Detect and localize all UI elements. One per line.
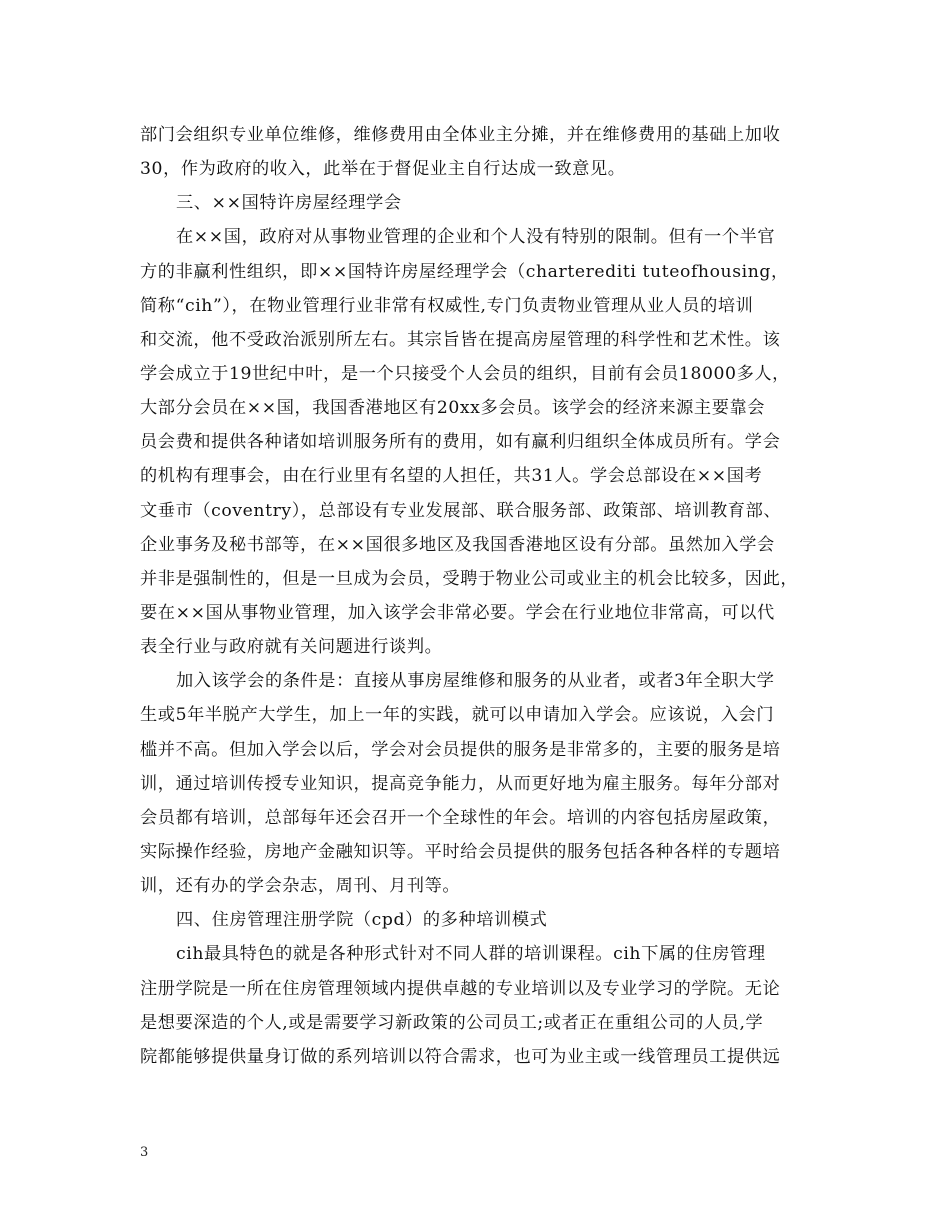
body-text-line: 员会费和提供各种诸如培训服务所有的费用，如有赢利归组织全体成员所有。学会 <box>140 432 781 453</box>
body-text-line: 槛并不高。但加入学会以后，学会对会员提供的服务是非常多的，主要的服务是培 <box>140 739 781 760</box>
paragraph-first-line: 加入该学会的条件是：直接从事房屋维修和服务的从业者，或者3年全职大学 <box>176 671 775 692</box>
body-text-line: 表全行业与政府就有关问题进行谈判。 <box>140 637 443 658</box>
document-body <box>140 118 800 1074</box>
body-text-line: 会员都有培训，总部每年还会召开一个全球性的年会。培训的内容包括房屋政策， <box>140 807 781 828</box>
body-text-line: 生或5年半脱产大学生，加上一年的实践，就可以申请加入学会。应该说，入会门 <box>140 705 775 726</box>
body-text-line: 部门会组织专业单位维修，维修费用由全体业主分摊，并在维修费用的基础上加收 <box>140 125 781 145</box>
body-text-line: 要在××国从事物业管理，加入该学会非常必要。学会在行业地位非常高，可以代 <box>140 602 775 623</box>
body-text-line: 训，还有办的学会杂志，周刊、月刊等。 <box>140 876 461 897</box>
body-text-line: 实际操作经验，房地产金融知识等。平时给会员提供的服务包括各种各样的专题培 <box>140 841 781 862</box>
body-text-line: 并非是强制性的，但是一旦成为会员，受聘于物业公司或业主的机会比较多，因此， <box>140 568 799 589</box>
body-text-line: 30，作为政府的收入，此举在于督促业主自行达成一致意见。 <box>140 159 626 180</box>
body-text-line: 简称“cih”），在物业管理行业非常有权威性,专门负责物业管理从业人员的培训 <box>140 295 754 316</box>
section-heading: 四、住房管理注册学院（cpd）的多种培训模式 <box>176 910 548 931</box>
body-text-line: 文垂市（coventry），总部设有专业发展部、联合服务部、政策部、培训教育部、 <box>140 500 782 521</box>
page-number: 3 <box>140 1145 149 1160</box>
body-text-line: 是想要深造的个人,或是需要学习新政策的公司员工;或者正在重组公司的人员,学 <box>140 1012 764 1033</box>
paragraph-first-line: 在××国，政府对从事物业管理的企业和个人没有特别的限制。但有一个半官 <box>176 227 776 248</box>
body-text-line: 大部分会员在××国，我国香港地区有20xx多会员。该学会的经济来源主要靠会 <box>140 398 766 419</box>
body-text-line: 注册学院是一所在住房管理领域内提供卓越的专业培训以及专业学习的学院。无论 <box>140 978 781 999</box>
body-text-line: 学会成立于19世纪中叶，是一个只接受个人会员的组织，目前有会员18000多人， <box>140 363 790 384</box>
body-text-line: 企业事务及秘书部等，在××国很多地区及我国香港地区设有分部。虽然加入学会 <box>140 534 775 555</box>
body-text-line: 和交流，他不受政治派别所左右。其宗旨皆在提高房屋管理的科学性和艺术性。该 <box>140 329 781 350</box>
paragraph-first-line: cih最具特色的就是各种形式针对不同人群的培训课程。cih下属的住房管理 <box>176 944 766 965</box>
body-text-line: 的机构有理事会，由在行业里有名望的人担任，共31人。学会总部设在××国考 <box>140 466 763 487</box>
body-text-line: 训，通过培训传授专业知识，提高竞争能力，从而更好地为雇主服务。每年分部对 <box>140 773 781 794</box>
body-text-line: 方的非赢利性组织，即××国特许房屋经理学会（charterediti tuteofhousing， <box>140 261 789 282</box>
body-text-line: 院都能够提供量身订做的系列培训以符合需求，也可为业主或一线管理员工提供远 <box>140 1046 781 1067</box>
section-heading: 三、××国特许房屋经理学会 <box>176 193 402 214</box>
